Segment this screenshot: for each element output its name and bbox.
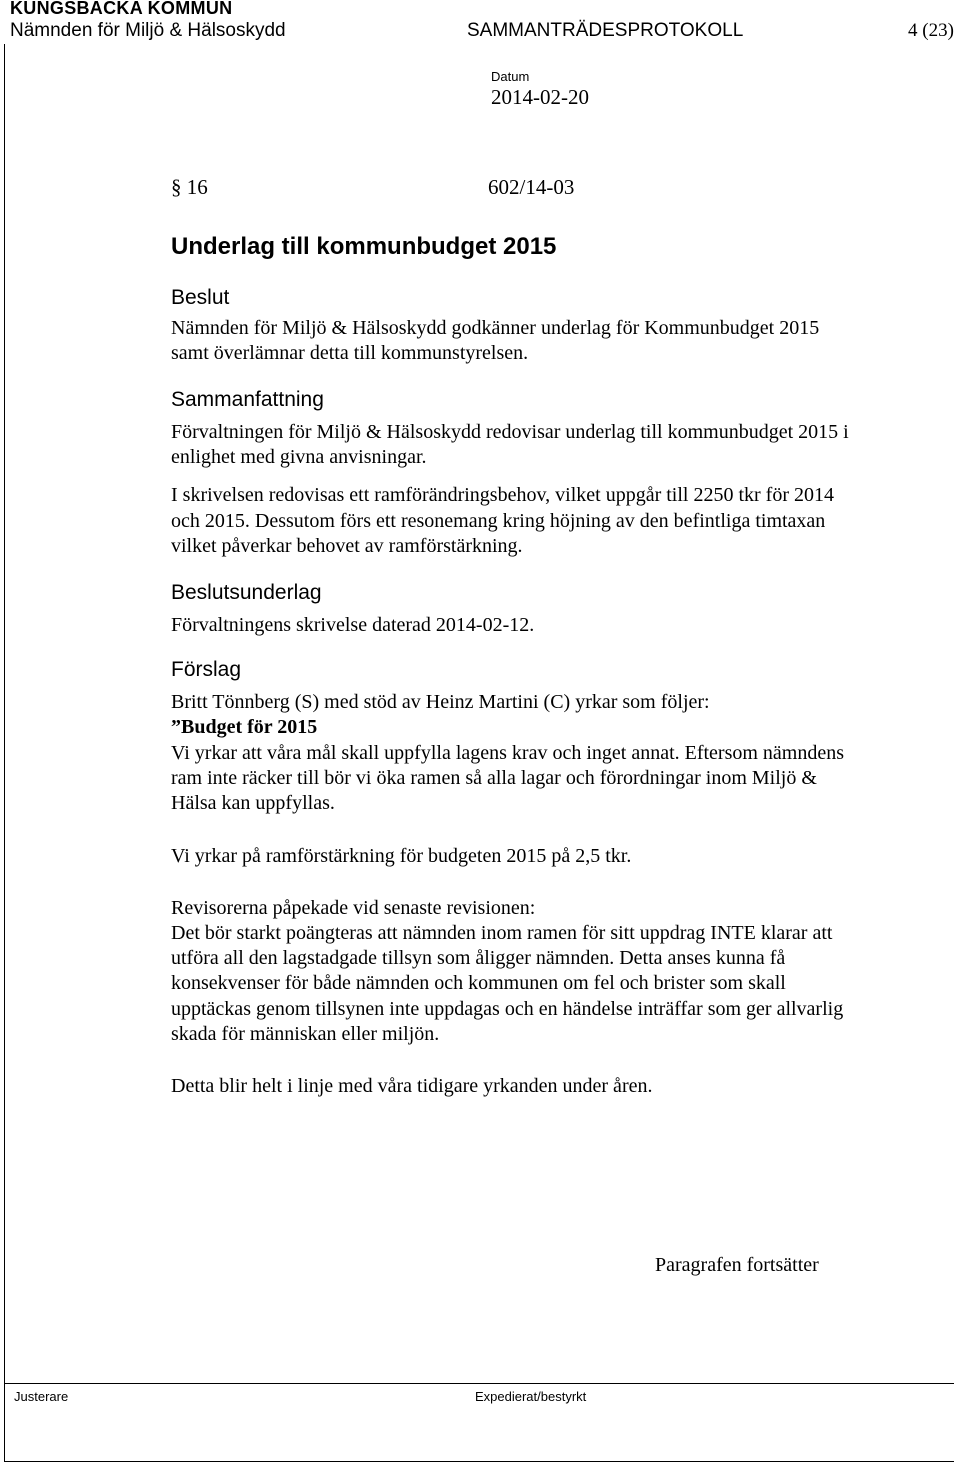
sammanfattning-line: enlighet med givna anvisningar.: [171, 446, 427, 468]
footer-justerare: Justerare: [14, 1389, 69, 1404]
forslag-line: konsekvenser för både nämnden och kommunen om fel och brister som skall: [171, 972, 786, 994]
beslut-line: samt överlämnar detta till kommunstyrelsen.: [171, 342, 529, 364]
beslut-line: Nämnden för Miljö & Hälsoskydd godkänner underlag för Kommunbudget 2015: [171, 317, 820, 339]
budget-heading: ”Budget för 2015: [171, 716, 318, 738]
beslutsunderlag-line: Förvaltningens skrivelse daterad 2014-02-12.: [171, 614, 535, 636]
section-heading-forslag: Förslag: [171, 658, 242, 681]
section-heading-beslutsunderlag: Beslutsunderlag: [171, 581, 322, 604]
sammanfattning-line: och 2015. Dessutom förs ett resonemang kring höjning av den befintliga timtaxan: [171, 510, 826, 532]
forslag-line: utföra all den lagstadgade tillsyn som åligger nämnden. Detta anses kunna få: [171, 947, 786, 969]
forslag-line: skada för människan eller miljön.: [171, 1023, 440, 1045]
forslag-intro: Britt Tönnberg (S) med stöd av Heinz Martini (C) yrkar som följer:: [171, 691, 710, 713]
forslag-line: Revisorerna påpekade vid senaste revisionen:: [171, 897, 536, 919]
forslag-line: upptäckas genom tillsynen inte uppdagas och en händelse inträffar som ger allvarlig: [171, 998, 844, 1020]
paragraph-number: § 16: [171, 175, 208, 199]
forslag-line: ram inte räcker till bör vi öka ramen så alla lagar och förordningar inom Miljö &: [171, 767, 817, 789]
section-heading-beslut: Beslut: [171, 286, 230, 309]
forslag-line: Det bör starkt poängteras att nämnden inom ramen för sitt uppdrag INTE klarar att: [171, 922, 833, 944]
forslag-line: Detta blir helt i linje med våra tidigare yrkanden under åren.: [171, 1075, 653, 1097]
footer-expedierat: Expedierat/bestyrkt: [475, 1389, 587, 1404]
section-heading-sammanfattning: Sammanfattning: [171, 388, 324, 411]
item-heading: Underlag till kommunbudget 2015: [171, 233, 557, 260]
date-label: Datum: [491, 69, 530, 84]
paragraph-continues: Paragrafen fortsätter: [655, 1254, 819, 1276]
department-name: Nämnden för Miljö & Hälsoskydd: [10, 20, 286, 41]
document-title: SAMMANTRÄDESPROTOKOLL: [467, 20, 744, 41]
page-number: 4 (23): [908, 20, 954, 41]
sammanfattning-line: vilket påverkar behovet av ramförstärkning.: [171, 535, 523, 557]
page-bottom-edge: [4, 1461, 954, 1462]
forslag-line: Hälsa kan uppfyllas.: [171, 792, 335, 814]
left-margin-line: [4, 44, 5, 1462]
footer-divider: [4, 1383, 954, 1384]
meeting-date: 2014-02-20: [491, 85, 589, 109]
sammanfattning-line: Förvaltningen för Miljö & Hälsoskydd redovisar underlag till kommunbudget 2015 i: [171, 421, 849, 443]
forslag-line: Vi yrkar på ramförstärkning för budgeten 2015 på 2,5 tkr.: [171, 845, 632, 867]
case-number: 602/14-03: [488, 175, 575, 199]
forslag-line: Vi yrkar att våra mål skall uppfylla lagens krav och inget annat. Eftersom nämndens: [171, 742, 845, 764]
organization-name: KUNGSBACKA KOMMUN: [10, 0, 233, 18]
sammanfattning-line: I skrivelsen redovisas ett ramförändringsbehov, vilket uppgår till 2250 tkr för 2014: [171, 484, 834, 506]
